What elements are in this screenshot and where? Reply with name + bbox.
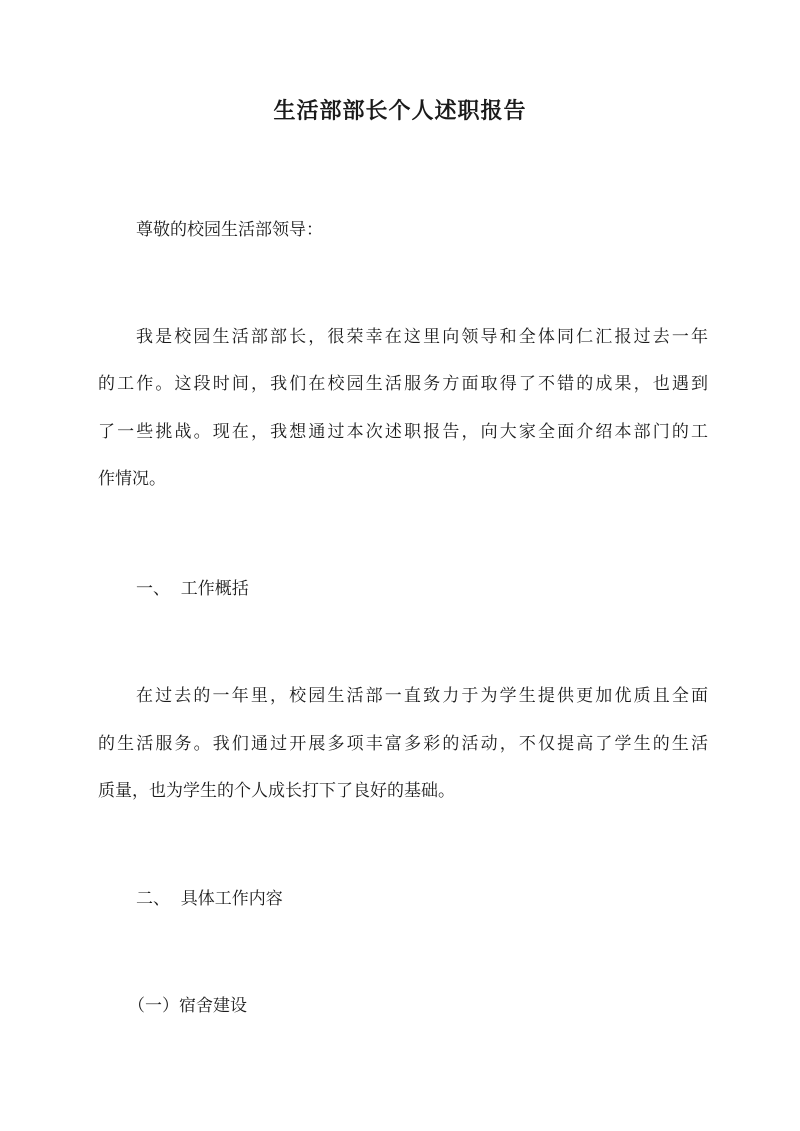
- summary-paragraph-line: 的生活服务。我们通过开展多项丰富多彩的活动，不仅提高了学生的生活: [98, 734, 708, 754]
- intro-paragraph-line: 的工作。这段时间，我们在校园生活服务方面取得了不错的成果，也遇到: [98, 374, 708, 394]
- summary-paragraph-line: 在过去的一年里，校园生活部一直致力于为学生提供更加优质且全面: [136, 686, 708, 706]
- section-heading-work-summary: 一、 工作概括: [136, 579, 249, 599]
- intro-paragraph-line: 了一些挑战。现在，我想通过本次述职报告，向大家全面介绍本部门的工: [98, 422, 708, 442]
- intro-paragraph-line: 我是校园生活部部长，很荣幸在这里向领导和全体同仁汇报过去一年: [136, 327, 708, 347]
- document-title: 生活部部长个人述职报告: [273, 98, 527, 124]
- section-heading-work-content: 二、 具体工作内容: [136, 889, 283, 909]
- salutation: 尊敬的校园生活部领导：: [136, 220, 323, 240]
- subsection-heading-dormitory: （一）宿舍建设: [128, 996, 247, 1016]
- summary-paragraph-line: 质量，也为学生的个人成长打下了良好的基础。: [98, 781, 455, 801]
- intro-paragraph-line: 作情况。: [98, 469, 166, 489]
